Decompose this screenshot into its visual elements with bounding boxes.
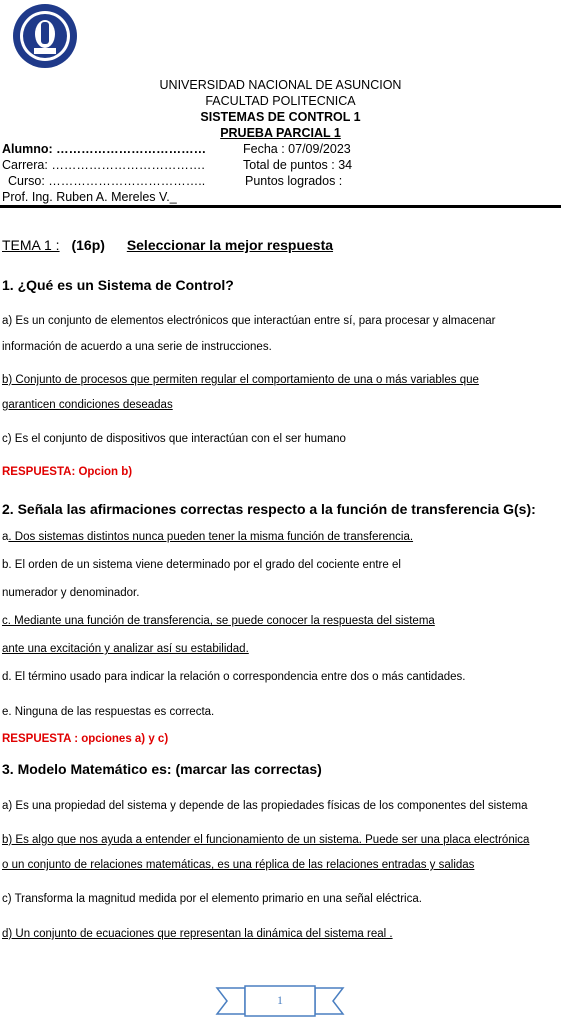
tema-instruction: Seleccionar la mejor respuesta <box>126 237 334 253</box>
q3-option-a: a) Es una propiedad del sistema y depende de las propiedades físicas de los componentes del sistema <box>2 800 528 812</box>
q2-option-b-line1: b. El orden de un sistema viene determinado por el grado del cociente entre el <box>2 559 401 571</box>
tema-points: (16p) <box>71 237 105 253</box>
q2-option-a-text: . Dos sistemas distintos nunca pueden tener la misma función de transferencia. <box>8 531 414 543</box>
q1-option-a-line2: información de acuerdo a una serie de instrucciones. <box>2 341 272 353</box>
q1-option-a-line1: a) Es un conjunto de elementos electrónicos que interactúan entre sí, para procesar y almacenar <box>2 315 496 327</box>
q2-answer: RESPUESTA : opciones a) y c) <box>2 733 169 745</box>
q3-option-b-line2: o un conjunto de relaciones matemáticas, es una réplica de las relaciones entradas y salidas <box>2 859 475 871</box>
q3-option-b-line1: b) Es algo que nos ayuda a entender el funcionamiento de un sistema. Puede ser una placa electrónica <box>2 834 530 846</box>
tema-heading <box>2 237 333 253</box>
carrera-field: Carrera: ………………………………. <box>2 158 205 172</box>
q2-option-b-line2: numerador y denominador. <box>2 587 140 599</box>
q3-option-d: d) Un conjunto de ecuaciones que representan la dinámica del sistema real . <box>2 928 393 940</box>
curso-field: Curso: ……………………………….. <box>8 174 206 188</box>
q2-option-c-line1: c. Mediante una función de transferencia, se puede conocer la respuesta del sistema <box>2 615 435 627</box>
q1-option-c: c) Es el conjunto de dispositivos que interactúan con el ser humano <box>2 433 346 445</box>
university-name: UNIVERSIDAD NACIONAL DE ASUNCION <box>159 78 402 92</box>
header-divider <box>0 205 561 208</box>
exam-title: PRUEBA PARCIAL 1 <box>220 126 341 140</box>
q2-option-e: e. Ninguna de las respuestas es correcta. <box>2 706 215 718</box>
question-3-title: 3. Modelo Matemático es: (marcar las correctas) <box>2 761 322 777</box>
question-2-title: 2. Señala las afirmaciones correctas respecto a la función de transferencia G(s): <box>2 501 536 517</box>
university-seal-logo <box>10 2 80 70</box>
question-1-title: 1. ¿Qué es un Sistema de Control? <box>2 277 234 293</box>
total-points: Total de puntos : 34 <box>243 158 353 172</box>
q2-option-a <box>2 531 413 543</box>
alumno-field: Alumno: ……………………………… <box>2 142 207 156</box>
points-achieved: Puntos logrados : <box>245 174 343 188</box>
q2-option-a-prefix: a <box>2 531 9 543</box>
page-number: 1 <box>277 993 283 1007</box>
professor-name: Prof. Ing. Ruben A. Mereles V._ <box>2 190 177 204</box>
q2-option-c-line2: ante una excitación y analizar así su estabilidad. <box>2 643 249 655</box>
q1-option-b-line1: b) Conjunto de procesos que permiten regular el comportamiento de una o más variables que <box>2 374 479 386</box>
q1-option-b-line2: garanticen condiciones deseadas <box>2 399 173 411</box>
q1-answer: RESPUESTA: Opcion b) <box>2 466 133 478</box>
q2-option-d: d. El término usado para indicar la relación o correspondencia entre dos o más cantidades. <box>2 671 466 683</box>
subject-name: SISTEMAS DE CONTROL 1 <box>200 110 361 124</box>
q3-option-c: c) Transforma la magnitud medida por el elemento primario en una señal eléctrica. <box>2 893 422 905</box>
tema-label: TEMA 1 : <box>2 237 60 253</box>
exam-date: Fecha : 07/09/2023 <box>243 142 351 156</box>
faculty-name: FACULTAD POLITECNICA <box>205 94 356 108</box>
